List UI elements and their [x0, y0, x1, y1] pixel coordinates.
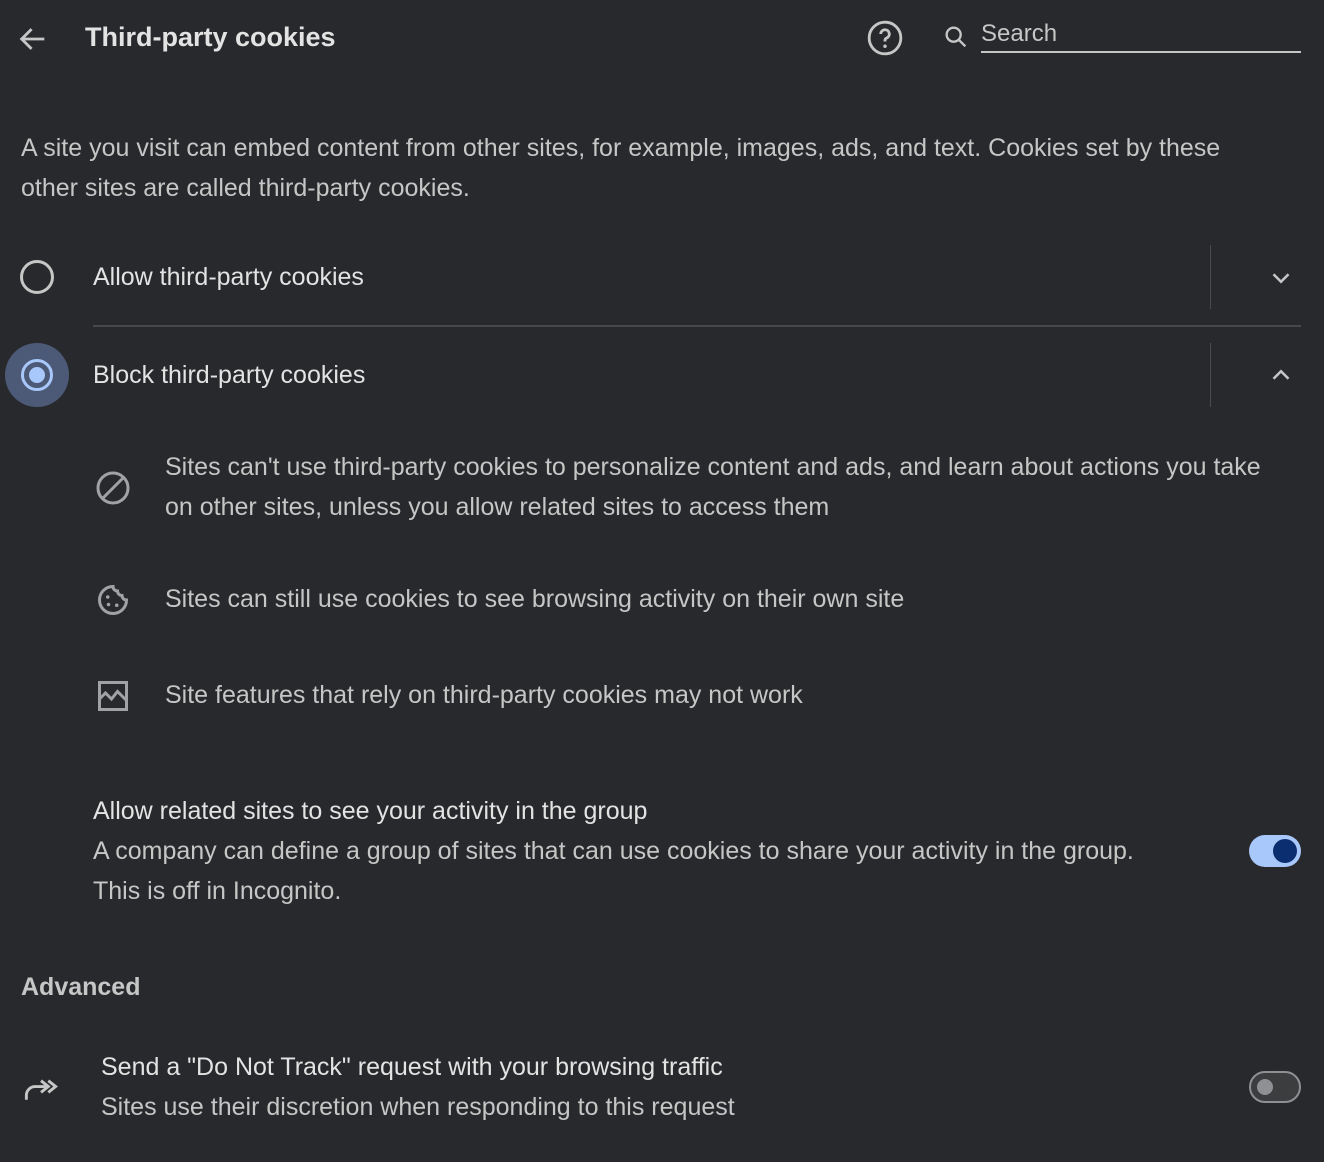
broken-image-icon	[95, 678, 131, 714]
detail-2: Sites can still use cookies to see browsing activity on their own site	[165, 585, 905, 613]
back-button[interactable]	[16, 22, 50, 56]
help-button[interactable]	[866, 19, 904, 57]
option-block-label[interactable]: Block third-party cookies	[93, 361, 366, 389]
dnt-title: Send a "Do Not Track" request with your browsing traffic	[101, 1053, 723, 1081]
detail-1-line1: Sites can't use third-party cookies to personalize content and ads, and learn about actions you take	[165, 453, 1261, 481]
related-sites-toggle[interactable]	[1249, 835, 1301, 867]
detail-1-line2: on other sites, unless you allow related sites to access them	[165, 493, 830, 521]
intro-text: A site you visit can embed content from other sites, for example, images, ads, and text. Cookies set by these other sites are called third-party cookies.	[21, 134, 1221, 202]
help-icon	[866, 19, 904, 57]
collapse-block-button[interactable]	[1266, 360, 1296, 390]
related-sites-desc2: This is off in Incognito.	[93, 877, 342, 905]
detail-3: Site features that rely on third-party cookies may not work	[165, 681, 803, 709]
arrow-left-icon	[16, 22, 50, 56]
page-title: Third-party cookies	[85, 22, 336, 52]
option-allow-label[interactable]: Allow third-party cookies	[93, 263, 364, 291]
related-sites-desc1: A company can define a group of sites that can use cookies to share your activity in the group.	[93, 837, 1134, 865]
chevron-down-icon	[1266, 263, 1296, 293]
search-icon	[942, 23, 970, 51]
radio-block[interactable]	[5, 343, 69, 407]
related-sites-title: Allow related sites to see your activity in the group	[93, 797, 648, 825]
expand-allow-button[interactable]	[1266, 263, 1296, 293]
dnt-desc: Sites use their discretion when responding to this request	[101, 1093, 735, 1121]
search-input[interactable]	[981, 20, 1301, 53]
advanced-heading: Advanced	[21, 973, 141, 1001]
do-not-track-icon	[22, 1070, 60, 1106]
radio-allow[interactable]	[20, 260, 54, 294]
block-icon	[95, 470, 131, 506]
search-placeholder: Search	[981, 20, 1058, 47]
chevron-up-icon	[1266, 360, 1296, 390]
divider	[93, 325, 1301, 327]
cookie-icon	[95, 582, 131, 618]
dnt-toggle[interactable]	[1249, 1071, 1301, 1103]
